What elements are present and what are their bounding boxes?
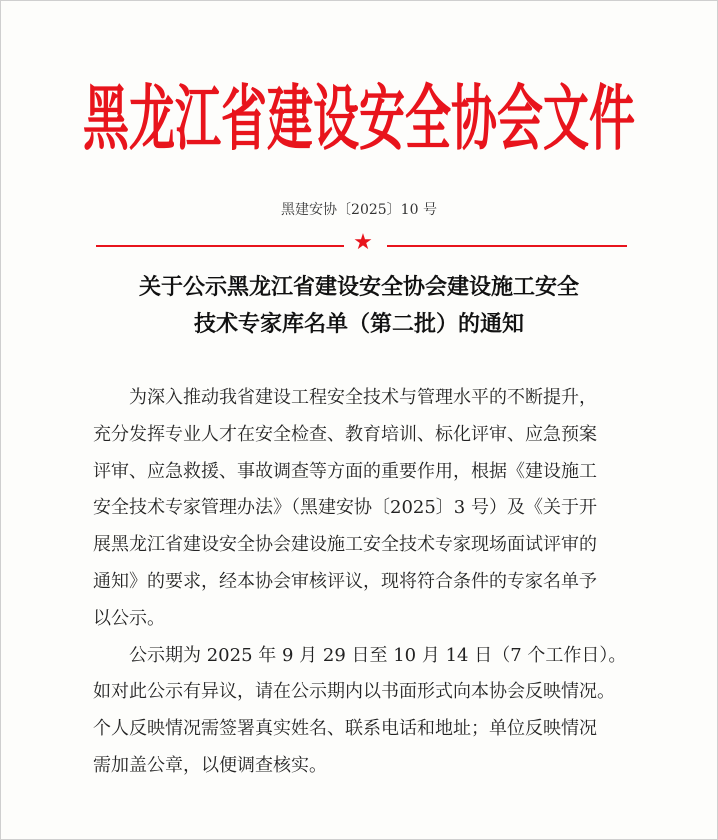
notice-title-line: 关于公示黑龙江省建设安全协会建设施工安全	[138, 275, 579, 300]
body-line: 如对此公示有异议，请在公示期内以书面形式向本协会反映情况。	[93, 681, 615, 703]
body-line: 为深入推动我省建设工程安全技术与管理水平的不断提升，	[129, 387, 597, 408]
notice-title-line: 技术专家库名单（第二批）的通知	[193, 312, 524, 337]
body-line: 展黑龙江省建设安全协会建设施工安全技术专家现场面试评审的	[93, 534, 597, 556]
body-line: 需加盖公章，以便调查核实。	[93, 754, 327, 776]
body-line: 以公示。	[93, 607, 165, 629]
document-number: 黑建安协〔2025〕10 号	[281, 202, 437, 218]
body-line: 公示期为 2025 年 9 月 29 日至 10 月 14 日（7 个工作日）。	[129, 644, 627, 666]
star-icon: ★	[353, 230, 373, 255]
document-header-title: 黑龙江省建设安全协会文件	[83, 76, 635, 160]
body-line: 安全技术专家管理办法》（黑建安协〔2025〕3 号）及《关于开	[93, 497, 597, 519]
header-divider-right	[387, 245, 627, 247]
body-line: 评审、应急救援、事故调查等方面的重要作用，根据《建设施工	[93, 460, 597, 482]
notice-body	[93, 380, 627, 785]
body-line: 个人反映情况需签署真实姓名、联系电话和地址；单位反映情况	[93, 718, 597, 740]
header-divider-left	[96, 245, 344, 247]
body-line: 通知》的要求，经本协会审核评议，现将符合条件的专家名单予	[93, 570, 597, 592]
body-line: 充分发挥专业人才在安全检查、教育培训、标化评审、应急预案	[93, 423, 597, 445]
notice-title	[41, 269, 677, 343]
